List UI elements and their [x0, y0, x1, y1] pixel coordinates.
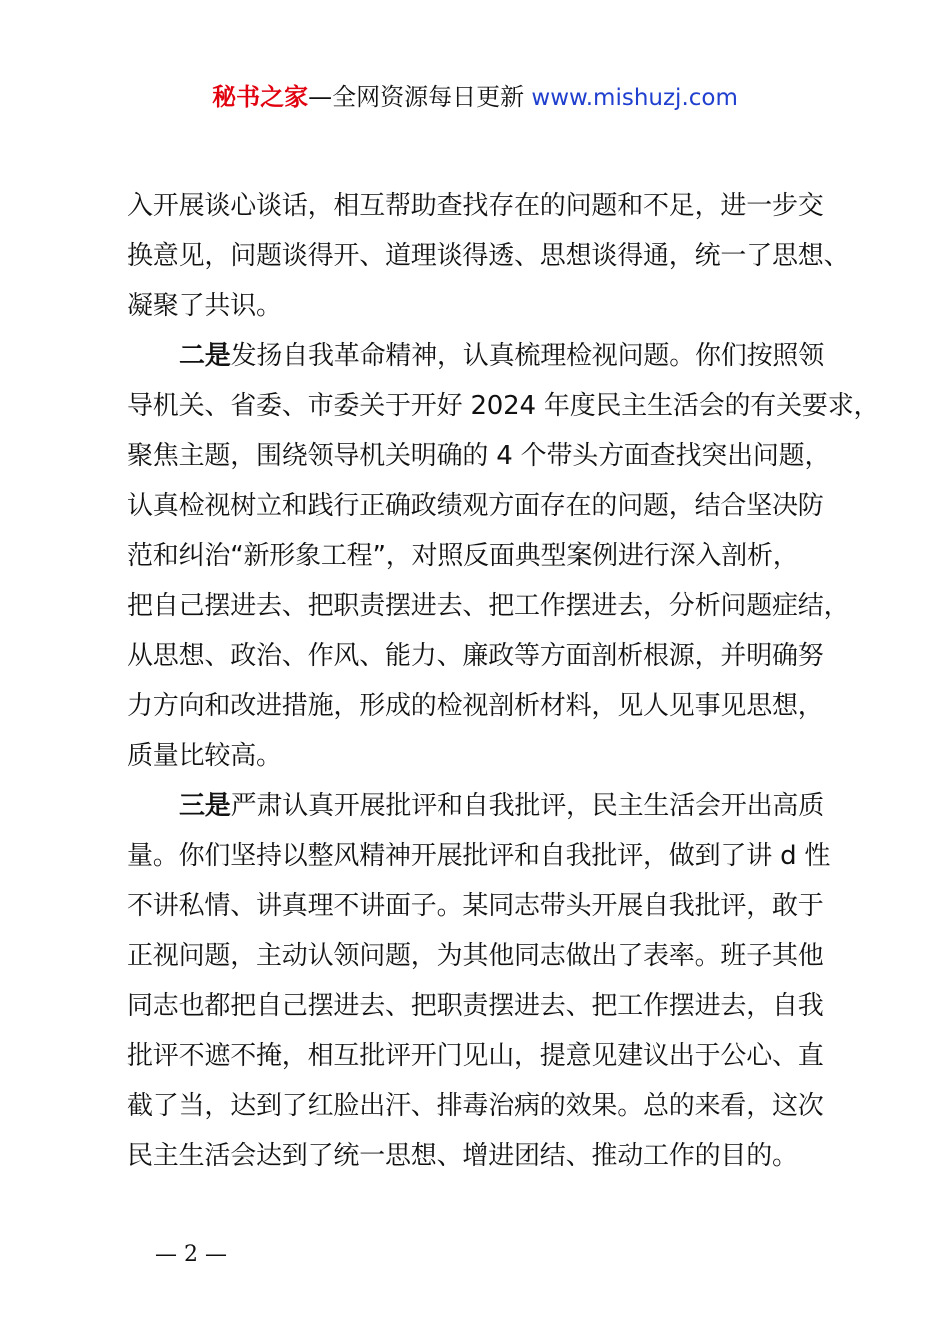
- site-url-link[interactable]: www.mishuzj.com: [524, 85, 738, 111]
- text-line: 从思想、政治、作风、能力、廉政等方面剖析根源，并明确努: [127, 641, 824, 671]
- paragraph-continuation: [127, 181, 850, 331]
- text-line: 截了当，达到了红脸出汗、排毒治病的效果。总的来看，这次: [127, 1091, 824, 1121]
- point-lead: 二是: [179, 341, 231, 371]
- document-body: [127, 181, 880, 1181]
- text-line: 入开展谈心谈话，相互帮助查找存在的问题和不足，进一步交: [127, 191, 824, 221]
- point-text: 发扬自我革命精神，认真梳理检视问题。你们按照领: [230, 341, 825, 371]
- header-tagline: —全网资源每日更新: [308, 83, 525, 111]
- text-line: 导机关、省委、市委关于开好 2024 年度民主生活会的有关要求，: [127, 391, 880, 421]
- text-line: 不讲私情、讲真理不讲面子。某同志带头开展自我批评，敢于: [127, 891, 824, 921]
- text-line: 把自己摆进去、把职责摆进去、把工作摆进去，分析问题症结，: [127, 591, 850, 621]
- text-line: 民主生活会达到了统一思想、增进团结、推动工作的目的。: [127, 1141, 798, 1171]
- text-line-first: [127, 781, 839, 831]
- site-header: [0, 80, 950, 115]
- text-line: 范和纠治“新形象工程”，对照反面典型案例进行深入剖析，: [127, 541, 799, 571]
- text-line-first: [127, 331, 839, 381]
- text-line: 正视问题，主动认领问题，为其他同志做出了表率。班子其他: [127, 941, 824, 971]
- text-line: 凝聚了共识。: [127, 291, 282, 321]
- text-line: 力方向和改进措施，形成的检视剖析材料，见人见事见思想，: [127, 691, 824, 721]
- text-line: 认真检视树立和践行正确政绩观方面存在的问题，结合坚决防: [127, 491, 824, 521]
- text-line: 聚焦主题，围绕领导机关明确的 4 个带头方面查找突出问题，: [127, 441, 831, 471]
- point-text: 严肃认真开展批评和自我批评，民主生活会开出高质: [230, 791, 825, 821]
- paragraph-point-two: [127, 331, 880, 781]
- paragraph-point-three: [127, 781, 839, 1181]
- text-line: 换意见，问题谈得开、道理谈得透、思想谈得通，统一了思想、: [127, 241, 850, 271]
- text-line: 同志也都把自己摆进去、把职责摆进去、把工作摆进去，自我: [127, 991, 824, 1021]
- text-line: 批评不遮不掩，相互批评开门见山，提意见建议出于公心、直: [127, 1041, 824, 1071]
- text-line: 质量比较高。: [127, 741, 282, 771]
- point-lead: 三是: [179, 791, 231, 821]
- text-line: 量。你们坚持以整风精神开展批评和自我批评，做到了讲 d 性: [127, 841, 831, 871]
- page-number: — 2 —: [155, 1242, 227, 1267]
- brand-name: 秘书之家: [212, 83, 309, 111]
